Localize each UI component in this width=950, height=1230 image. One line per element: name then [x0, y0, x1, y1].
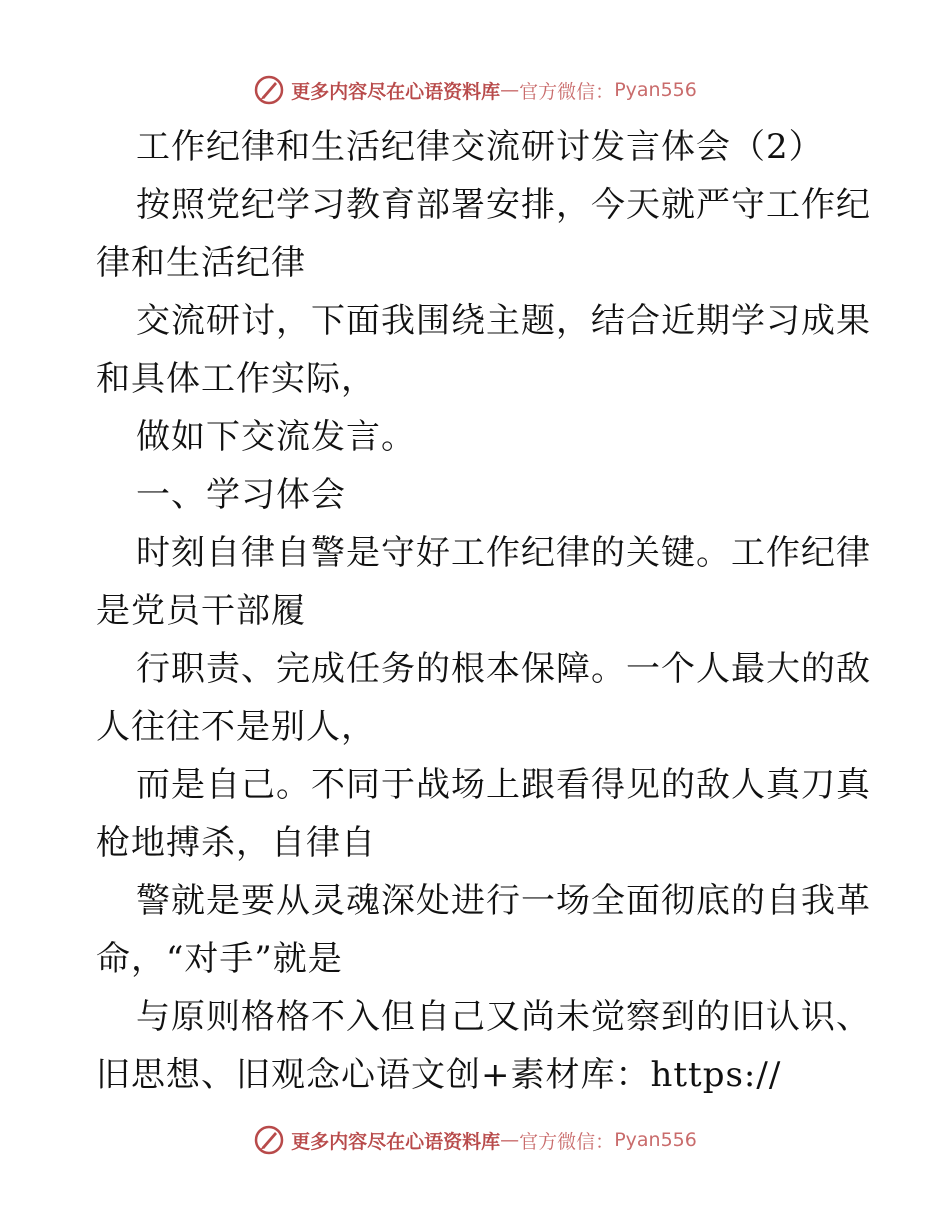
feather-pen-logo-icon: [253, 74, 285, 106]
banner-title: 更多内容尽在心语资料库: [291, 80, 501, 103]
paragraph-line: 时刻自律自警是守好工作纪律的关键。工作纪律: [136, 533, 871, 573]
paragraph-line: 按照党纪学习教育部署安排，今天就严守工作纪: [136, 185, 871, 225]
banner-wechat-id: Pyan556: [614, 79, 697, 101]
paragraph-line: 警就是要从灵魂深处进行一场全面彻底的自我革: [136, 881, 871, 921]
banner-wechat-id: Pyan556: [614, 1129, 697, 1151]
paragraph-line: 而是自己。不同于战场上跟看得见的敌人真刀真: [136, 765, 871, 805]
paragraph-line: 律和生活纪律: [96, 243, 306, 283]
header-watermark-banner: [0, 70, 950, 110]
paragraph-line: 行职责、完成任务的根本保障。一个人最大的敌: [136, 649, 871, 689]
banner-wechat-label: 官方微信：: [519, 1130, 615, 1153]
banner-title: 更多内容尽在心语资料库: [291, 1130, 501, 1153]
paragraph-line: 枪地搏杀，自律自: [96, 823, 376, 863]
document-title: 工作纪律和生活纪律交流研讨发言体会（2）: [136, 127, 824, 167]
paragraph-line: 与原则格格不入但自己又尚未觉察到的旧认识、: [136, 997, 871, 1037]
feather-pen-logo-icon: [253, 1124, 285, 1156]
paragraph-line: 是党员干部履: [96, 591, 306, 631]
paragraph-line: 命，“对手”就是: [96, 939, 343, 979]
paragraph-line: 做如下交流发言。: [136, 417, 416, 457]
banner-dash: —: [500, 1129, 520, 1151]
paragraph-line: 旧思想、旧观念心语文创+素材库：https://: [96, 1055, 782, 1095]
paragraph-line: 交流研讨，下面我围绕主题，结合近期学习成果: [136, 301, 871, 341]
paragraph-line: 和具体工作实际，: [96, 359, 376, 399]
document-body: [96, 118, 871, 1104]
paragraph-line: 一、学习体会: [136, 475, 346, 515]
footer-watermark-banner: [0, 1120, 950, 1160]
paragraph-line: 人往往不是别人，: [96, 707, 376, 747]
banner-dash: —: [500, 79, 520, 101]
banner-wechat-label: 官方微信：: [519, 80, 615, 103]
